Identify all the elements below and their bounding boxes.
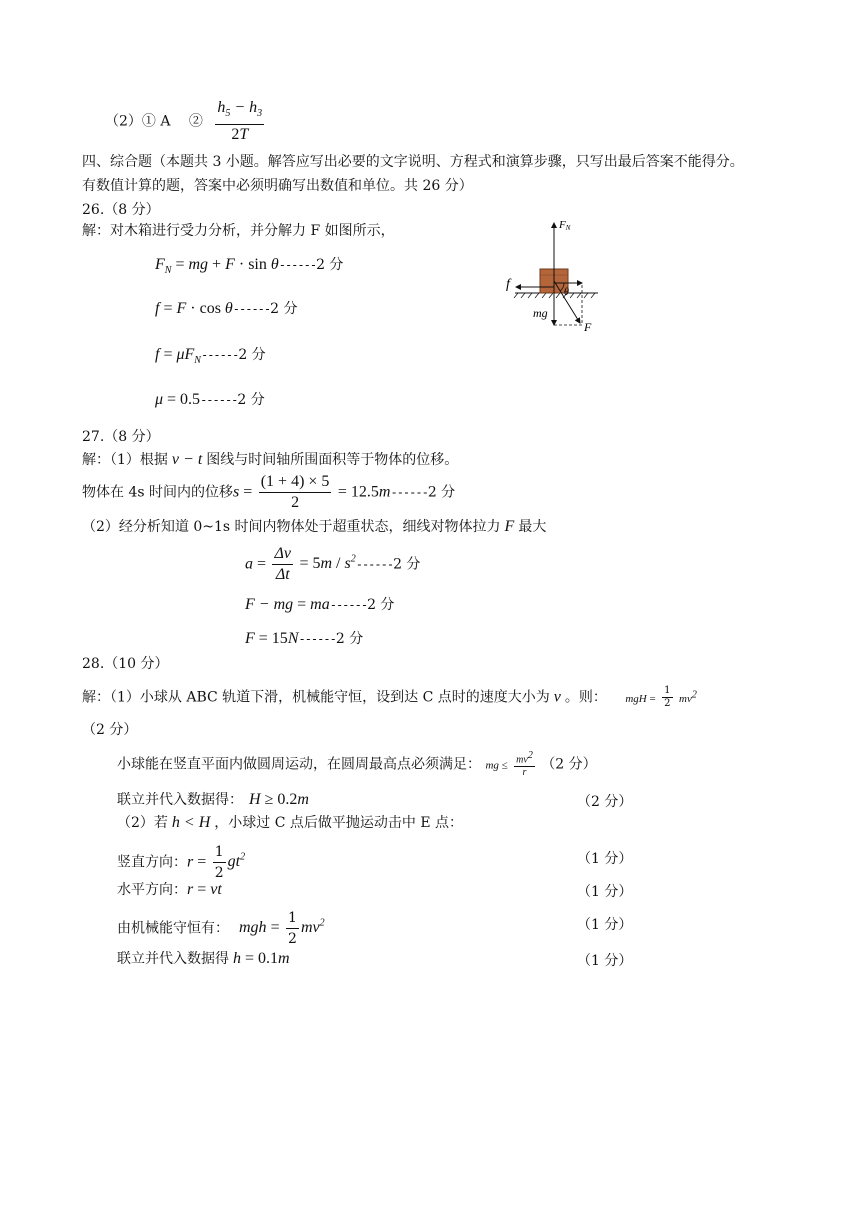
q25-fraction: $\frac{h_5 - h_3}{2T}$ — [217, 99, 263, 144]
q26-header: 26.（8 分） — [82, 202, 160, 218]
svg-text:FN: FN — [559, 219, 571, 232]
q27-eq-b: F − mg = ma------2 分 — [245, 596, 395, 613]
q28-line7-score: （1 分） — [577, 917, 633, 933]
mg-label: mg — [533, 306, 548, 320]
section4-line1: 四、综合题（本题共 3 小题。解答应写出必要的文字说明、方程式和演算步骤，只写出最后答案不能得分。 — [82, 154, 744, 170]
q28-line1: 解：（1）小球从 ABC 轨道下滑，机械能守恒，设到达 C 点时的速度大小为 v 。则： mgH = $\frac{1}{2}$ $mv^2$ — [82, 685, 697, 709]
q28-line1-score: （2 分） — [82, 722, 138, 738]
q28-line6-score: （1 分） — [577, 884, 633, 900]
q28-line6: 水平方向：r = vt — [117, 881, 222, 898]
q27-eq-c: F = 15N------2 分 — [245, 630, 364, 647]
q28-line2: 小球能在竖直平面内做圆周运动，在圆周最高点必须满足： mg ≤ $\frac{mv^2}{r}$ （2 分） — [117, 750, 597, 779]
q26-eq1: $F_N$ = mg + F · sin θ------2 分 — [155, 256, 344, 277]
section4-line2: 有数值计算的题，答案中必须明确写出数值和单位。共 26 分） — [82, 178, 473, 194]
q28-line8: 联立并代入数据得 h = 0.1m — [117, 950, 290, 967]
q26-eq3: $f = \mu F_N------2$ 分 — [155, 346, 266, 367]
q27-line3: （2）经分析知道 0~1s 时间内物体处于超重状态，细线对物体拉力 F 最大 — [82, 518, 547, 535]
theta-label: θ — [564, 287, 569, 298]
q25-answer-line — [105, 98, 266, 145]
q27-line1: 解：（1）根据 v − t 图线与时间轴所围面积等于物体的位移。 — [82, 451, 459, 468]
q27-line2: 物体在 4s 时间内的位移s = $\frac{(1 + 4) \times 5}{2}$ = 12.5m------2 分 — [82, 473, 456, 511]
q28-line5-score: （1 分） — [577, 851, 633, 867]
q25-label: （2）① A ② — [105, 113, 203, 130]
q28-line3: 联立并代入数据得： H ≥ 0.2m — [117, 791, 309, 808]
q28-line8-score: （1 分） — [577, 953, 633, 969]
q28-line7: 由机械能守恒有： mgh = $\frac{1}{2}$ $mv^2$ — [117, 909, 325, 947]
q28-line4: （2）若 h < H ，小球过 C 点后做平抛运动击中 E 点： — [117, 814, 464, 831]
fn-label: F — [559, 219, 566, 231]
q28-line3-score: （2 分） — [577, 794, 633, 810]
q28-header: 28.（10 分） — [82, 656, 169, 672]
q26-eq4: μ = 0.5------2 分 — [155, 391, 265, 408]
q26-intro: 解：对木箱进行受力分析，并分解力 F 如图所示， — [82, 223, 395, 239]
q26-eq2: f = F · cos θ------2 分 — [155, 300, 298, 317]
q26-force-diagram — [500, 215, 610, 340]
q27-eq-a: a = $\frac{\Delta v}{\Delta t}$ = $5m / s^2------2$ 分 — [245, 544, 421, 583]
f-label: f — [506, 277, 510, 292]
q28-line5: 竖直方向：r = $\frac{1}{2}$ $gt^2$ — [117, 843, 246, 881]
F-label: F — [584, 320, 592, 334]
q27-header: 27.（8 分） — [82, 429, 160, 445]
